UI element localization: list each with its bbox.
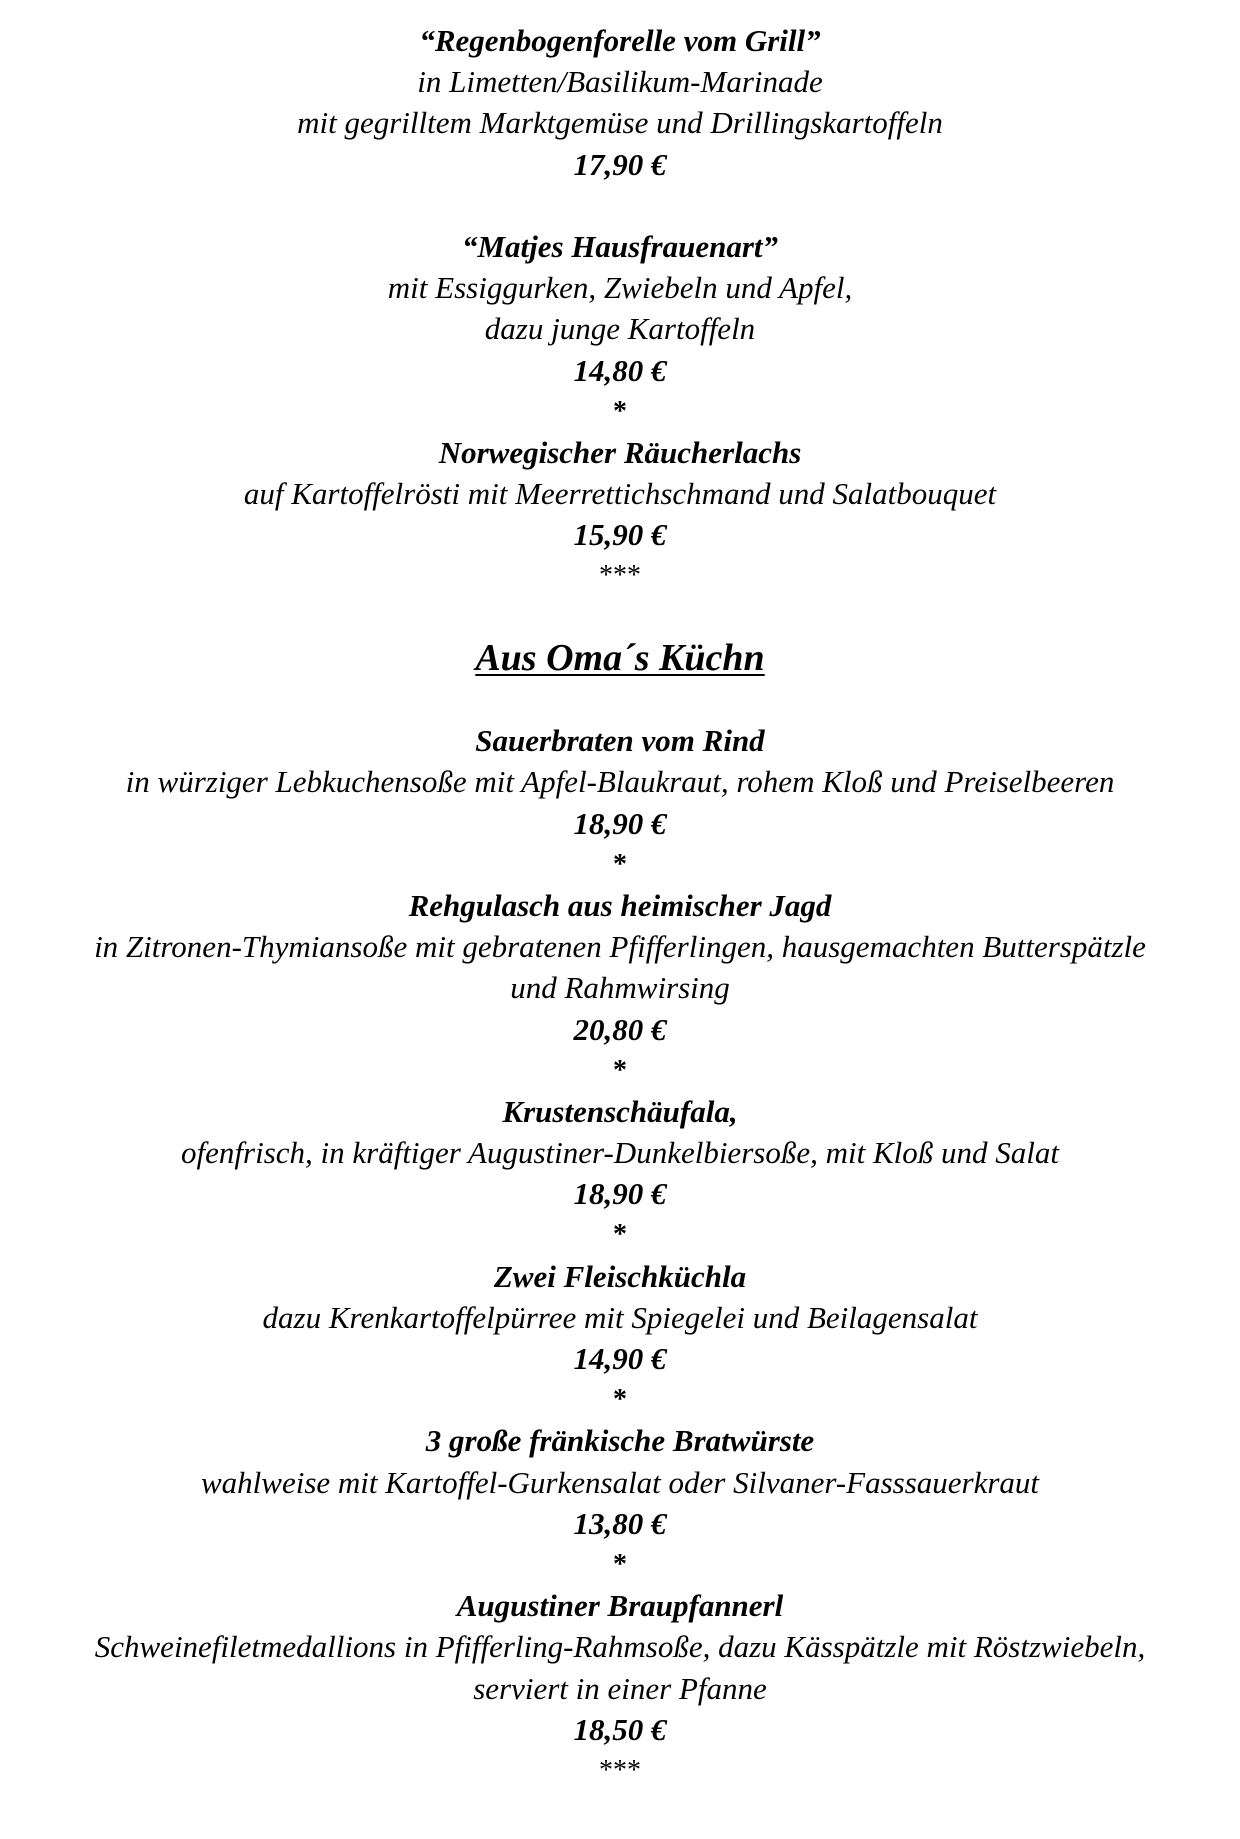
menu-item-description: Schweinefiletmedallions in Pfifferling-Rahmsoße, dazu Kässpätzle mit Röstzwiebeln, bbox=[94, 1629, 1146, 1665]
menu-item-description: serviert in einer Pfanne bbox=[473, 1670, 767, 1706]
menu-item-name: Zwei Fleischküchla bbox=[493, 1258, 747, 1294]
menu-item-name: “Matjes Hausfrauenart” bbox=[461, 228, 779, 264]
menu-item-name: Sauerbraten vom Rind bbox=[475, 723, 765, 759]
blank-line bbox=[0, 185, 1240, 226]
menu-item-description: dazu junge Kartoffeln bbox=[484, 311, 756, 347]
item-separator: * bbox=[613, 1219, 627, 1251]
menu-item-description: ofenfrisch, in kräftiger Augustiner-Dunkelbiersoße, mit Kloß und Salat bbox=[181, 1135, 1059, 1171]
menu-item bbox=[0, 20, 1240, 185]
blank-line bbox=[0, 679, 1240, 720]
menu-item bbox=[0, 1585, 1240, 1750]
section-title: Aus Oma´s Küchn bbox=[475, 636, 765, 679]
menu-section-fish bbox=[0, 20, 1240, 597]
item-separator: * bbox=[613, 848, 627, 880]
menu-item-description: und Rahmwirsing bbox=[510, 970, 730, 1006]
menu-item-name: Augustiner Braupfannerl bbox=[456, 1588, 784, 1624]
menu-item bbox=[0, 432, 1240, 556]
section-end-marker: *** bbox=[599, 560, 641, 592]
menu-item-price: 14,90 € bbox=[573, 1341, 667, 1376]
menu-item-price: 18,50 € bbox=[573, 1711, 667, 1747]
menu-item-price: 17,90 € bbox=[573, 146, 667, 182]
menu-item bbox=[0, 885, 1240, 1050]
menu-item-description: auf Kartoffelrösti mit Meerrettichschmand und Salatbouquet bbox=[243, 476, 997, 512]
menu-section-omas-kuechn bbox=[0, 638, 1240, 1791]
menu-item-description: wahlweise mit Kartoffel-Gurkensalat oder Silvaner-Fasssauerkraut bbox=[200, 1464, 1040, 1500]
menu-item-description: mit Essiggurken, Zwiebeln und Apfel, bbox=[387, 270, 853, 306]
menu-item bbox=[0, 1091, 1240, 1215]
section-end-marker: *** bbox=[599, 1754, 641, 1786]
menu-item-name: Krustenschäufala, bbox=[502, 1093, 738, 1129]
menu-item bbox=[0, 1420, 1240, 1544]
menu-item-name: 3 große fränkische Bratwürste bbox=[425, 1423, 815, 1459]
menu-item bbox=[0, 226, 1240, 391]
menu-item-name: Rehgulasch aus heimischer Jagd bbox=[408, 887, 832, 923]
menu-item bbox=[0, 1256, 1240, 1380]
menu-item-price: 20,80 € bbox=[573, 1011, 667, 1047]
menu-item-description: mit gegrilltem Marktgemüse und Drillingskartoffeln bbox=[297, 105, 943, 141]
menu-item-name: Norwegischer Räucherlachs bbox=[438, 434, 802, 470]
menu-item-name: “Regenbogenforelle vom Grill” bbox=[419, 23, 821, 58]
menu-item-description: in Limetten/Basilikum-Marinade bbox=[417, 64, 823, 100]
menu-item-description: in würziger Lebkuchensoße mit Apfel-Blaukraut, rohem Kloß und Preiselbeeren bbox=[125, 764, 1115, 800]
menu-item-price: 13,80 € bbox=[573, 1505, 667, 1541]
menu-item-price: 15,90 € bbox=[573, 517, 667, 553]
item-separator: * bbox=[613, 395, 627, 427]
menu-item-price: 18,90 € bbox=[573, 1176, 667, 1212]
item-separator: * bbox=[613, 1054, 627, 1086]
item-separator: * bbox=[613, 1548, 627, 1580]
item-separator: * bbox=[613, 1384, 627, 1416]
menu-item-price: 14,80 € bbox=[573, 352, 667, 388]
menu-item-description: in Zitronen-Thymiansoße mit gebratenen Pfifferlingen, hausgemachten Butterspätzle bbox=[94, 929, 1146, 965]
menu-item-description: dazu Krenkartoffelpürree mit Spiegelei und Beilagensalat bbox=[262, 1299, 978, 1335]
menu-item bbox=[0, 720, 1240, 844]
blank-line bbox=[0, 597, 1240, 638]
menu-item-price: 18,90 € bbox=[573, 805, 667, 841]
